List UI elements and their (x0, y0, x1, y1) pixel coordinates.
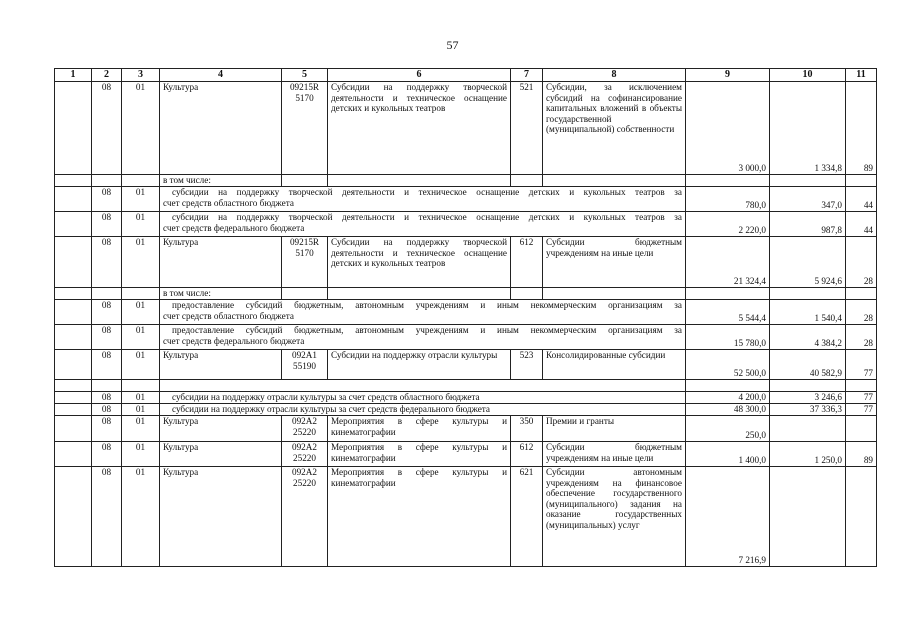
expense-type-name: Субсидии, за исключением субсидий на софинансирование капитальных вложений в объекты государственной (муниципальной) собственности (543, 82, 686, 175)
column-header: 11 (846, 69, 877, 82)
executed-amount: 37 336,3 (770, 404, 846, 416)
planned-amount: 7 216,9 (686, 467, 770, 567)
expense-type-name: Субсидии автономным учреждениям на финансовое обеспечение государственного (муниципального) задания на оказание государственных (муниципальных) услуг (543, 467, 686, 567)
empty-cell (328, 175, 511, 187)
section-name: Культура (160, 82, 282, 175)
planned-amount: 250,0 (686, 416, 770, 442)
section-code: 08 (92, 325, 122, 350)
breakdown-text-line1: предоставление субсидий бюджетным, автономным учреждениям и иным некоммерческим организациям за (172, 300, 682, 310)
empty-cell (770, 380, 846, 392)
executed-amount (770, 416, 846, 442)
breakdown-text-line2: счет средств федерального бюджета (163, 335, 305, 346)
empty-cell (686, 380, 770, 392)
subsection-code: 01 (122, 237, 160, 288)
target-article-name: Субсидии на поддержку отрасли культуры (328, 350, 511, 380)
table-row (55, 404, 877, 416)
column-header: 3 (122, 69, 160, 82)
breakdown-text-line1: предоставление субсидий бюджетным, автономным учреждениям и иным некоммерческим организациям за (172, 325, 682, 335)
table-row (55, 442, 877, 467)
planned-amount: 3 000,0 (686, 82, 770, 175)
planned-amount: 1 400,0 (686, 442, 770, 467)
empty-cell (160, 380, 686, 392)
empty-cell (55, 416, 92, 442)
empty-cell (282, 288, 328, 300)
section-name: Культура (160, 350, 282, 380)
target-article-code: 092A2 25220 (282, 416, 328, 442)
empty-cell (686, 175, 770, 187)
empty-cell (55, 212, 92, 237)
breakdown-text-line2: счет средств областного бюджета (163, 310, 294, 321)
empty-cell (846, 175, 877, 187)
expense-type-code: 350 (511, 416, 543, 442)
column-header: 4 (160, 69, 282, 82)
table-row (55, 350, 877, 380)
executed-amount: 987,8 (770, 212, 846, 237)
note-text: в том числе: (160, 288, 282, 300)
executed-amount: 347,0 (770, 187, 846, 212)
section-code: 08 (92, 467, 122, 567)
section-name: Культура (160, 416, 282, 442)
target-article-name: Мероприятия в сфере культуры и кинематографии (328, 467, 511, 567)
expense-type-name: Консолидированные субсидии (543, 350, 686, 380)
expense-type-code: 621 (511, 467, 543, 567)
empty-cell (92, 380, 122, 392)
empty-cell (543, 288, 686, 300)
empty-cell (770, 175, 846, 187)
empty-cell (770, 288, 846, 300)
empty-cell (55, 380, 92, 392)
note-text: в том числе: (160, 175, 282, 187)
empty-cell (122, 175, 160, 187)
empty-cell (55, 237, 92, 288)
execution-percent: 89 (846, 82, 877, 175)
table-row (55, 416, 877, 442)
execution-percent: 77 (846, 350, 877, 380)
column-header: 5 (282, 69, 328, 82)
table-row (55, 212, 877, 237)
column-header: 1 (55, 69, 92, 82)
table-row (55, 325, 877, 350)
empty-cell (511, 175, 543, 187)
expense-type-name: Субсидии бюджетным учреждениям на иные цели (543, 237, 686, 288)
budget-table (54, 68, 877, 567)
empty-cell (511, 288, 543, 300)
planned-amount: 2 220,0 (686, 212, 770, 237)
execution-percent: 28 (846, 300, 877, 325)
target-article-code: 092A1 55190 (282, 350, 328, 380)
planned-amount: 21 324,4 (686, 237, 770, 288)
empty-cell (55, 300, 92, 325)
target-article-name: Субсидии на поддержку творческой деятельности и техническое оснащение детских и кукольных театров (328, 237, 511, 288)
breakdown-text: субсидии на поддержку отрасли культуры за счет средств федерального бюджета (160, 404, 686, 416)
section-name: Культура (160, 442, 282, 467)
table-row (55, 237, 877, 288)
table-row (55, 467, 877, 567)
executed-amount: 1 334,8 (770, 82, 846, 175)
planned-amount: 48 300,0 (686, 404, 770, 416)
subsection-code: 01 (122, 416, 160, 442)
section-code: 08 (92, 82, 122, 175)
empty-cell (55, 82, 92, 175)
empty-cell (55, 392, 92, 404)
breakdown-text (160, 300, 686, 325)
subsection-code: 01 (122, 350, 160, 380)
section-code: 08 (92, 392, 122, 404)
execution-percent: 77 (846, 392, 877, 404)
header-row (55, 69, 877, 82)
page-number: 57 (446, 38, 459, 52)
expense-type-code: 612 (511, 442, 543, 467)
subsection-code: 01 (122, 300, 160, 325)
executed-amount: 1 250,0 (770, 442, 846, 467)
table-row (55, 380, 877, 392)
subsection-code: 01 (122, 325, 160, 350)
column-header: 6 (328, 69, 511, 82)
execution-percent: 89 (846, 442, 877, 467)
expense-type-code: 523 (511, 350, 543, 380)
section-name: Культура (160, 467, 282, 567)
planned-amount: 780,0 (686, 187, 770, 212)
subsection-code: 01 (122, 404, 160, 416)
execution-percent: 44 (846, 212, 877, 237)
empty-cell (686, 288, 770, 300)
empty-cell (282, 175, 328, 187)
execution-percent: 28 (846, 325, 877, 350)
execution-percent: 44 (846, 187, 877, 212)
execution-percent (846, 467, 877, 567)
target-article-code: 092A2 25220 (282, 442, 328, 467)
column-header: 8 (543, 69, 686, 82)
subsection-code: 01 (122, 442, 160, 467)
executed-amount: 4 384,2 (770, 325, 846, 350)
subsection-code: 01 (122, 392, 160, 404)
section-code: 08 (92, 416, 122, 442)
empty-cell (55, 404, 92, 416)
table-row (55, 187, 877, 212)
table-row (55, 300, 877, 325)
planned-amount: 15 780,0 (686, 325, 770, 350)
column-header: 7 (511, 69, 543, 82)
breakdown-text (160, 325, 686, 350)
breakdown-text-line1: субсидии на поддержку творческой деятельности и техническое оснащение детских и кукольных театров за (172, 187, 682, 197)
execution-percent: 28 (846, 237, 877, 288)
empty-cell (55, 350, 92, 380)
target-article-name: Мероприятия в сфере культуры и кинематографии (328, 442, 511, 467)
empty-cell (328, 288, 511, 300)
section-code: 08 (92, 187, 122, 212)
section-code: 08 (92, 212, 122, 237)
empty-cell (122, 380, 160, 392)
subsection-code: 01 (122, 187, 160, 212)
breakdown-text: субсидии на поддержку отрасли культуры за счет средств областного бюджета (160, 392, 686, 404)
planned-amount: 4 200,0 (686, 392, 770, 404)
subsection-code: 01 (122, 82, 160, 175)
section-name: Культура (160, 237, 282, 288)
executed-amount: 5 924,6 (770, 237, 846, 288)
empty-cell (92, 175, 122, 187)
target-article-code: 09215R 5170 (282, 82, 328, 175)
section-code: 08 (92, 442, 122, 467)
column-header: 2 (92, 69, 122, 82)
expense-type-name: Премии и гранты (543, 416, 686, 442)
empty-cell (55, 187, 92, 212)
executed-amount: 40 582,9 (770, 350, 846, 380)
subsection-code: 01 (122, 212, 160, 237)
section-code: 08 (92, 350, 122, 380)
empty-cell (846, 380, 877, 392)
expense-type-code: 612 (511, 237, 543, 288)
execution-percent: 77 (846, 404, 877, 416)
table-row (55, 82, 877, 175)
breakdown-text (160, 212, 686, 237)
executed-amount: 3 246,6 (770, 392, 846, 404)
section-code: 08 (92, 404, 122, 416)
target-article-name: Мероприятия в сфере культуры и кинематографии (328, 416, 511, 442)
expense-type-code: 521 (511, 82, 543, 175)
table-row (55, 288, 877, 300)
executed-amount: 1 540,4 (770, 300, 846, 325)
empty-cell (55, 175, 92, 187)
breakdown-text-line2: счет средств областного бюджета (163, 197, 294, 208)
empty-cell (55, 288, 92, 300)
empty-cell (543, 175, 686, 187)
target-article-code: 09215R 5170 (282, 237, 328, 288)
empty-cell (55, 467, 92, 567)
executed-amount (770, 467, 846, 567)
breakdown-text-line1: субсидии на поддержку творческой деятельности и техническое оснащение детских и кукольных театров за (172, 212, 682, 222)
target-article-code: 092A2 25220 (282, 467, 328, 567)
planned-amount: 5 544,4 (686, 300, 770, 325)
expense-type-name: Субсидии бюджетным учреждениям на иные цели (543, 442, 686, 467)
execution-percent (846, 416, 877, 442)
table-row (55, 392, 877, 404)
empty-cell (92, 288, 122, 300)
empty-cell (55, 442, 92, 467)
empty-cell (55, 325, 92, 350)
column-header: 10 (770, 69, 846, 82)
empty-cell (846, 288, 877, 300)
planned-amount: 52 500,0 (686, 350, 770, 380)
subsection-code: 01 (122, 467, 160, 567)
empty-cell (122, 288, 160, 300)
section-code: 08 (92, 237, 122, 288)
target-article-name: Субсидии на поддержку творческой деятельности и техническое оснащение детских и кукольных театров (328, 82, 511, 175)
table-row (55, 175, 877, 187)
column-header: 9 (686, 69, 770, 82)
breakdown-text-line2: счет средств федерального бюджета (163, 222, 305, 233)
breakdown-text (160, 187, 686, 212)
section-code: 08 (92, 300, 122, 325)
